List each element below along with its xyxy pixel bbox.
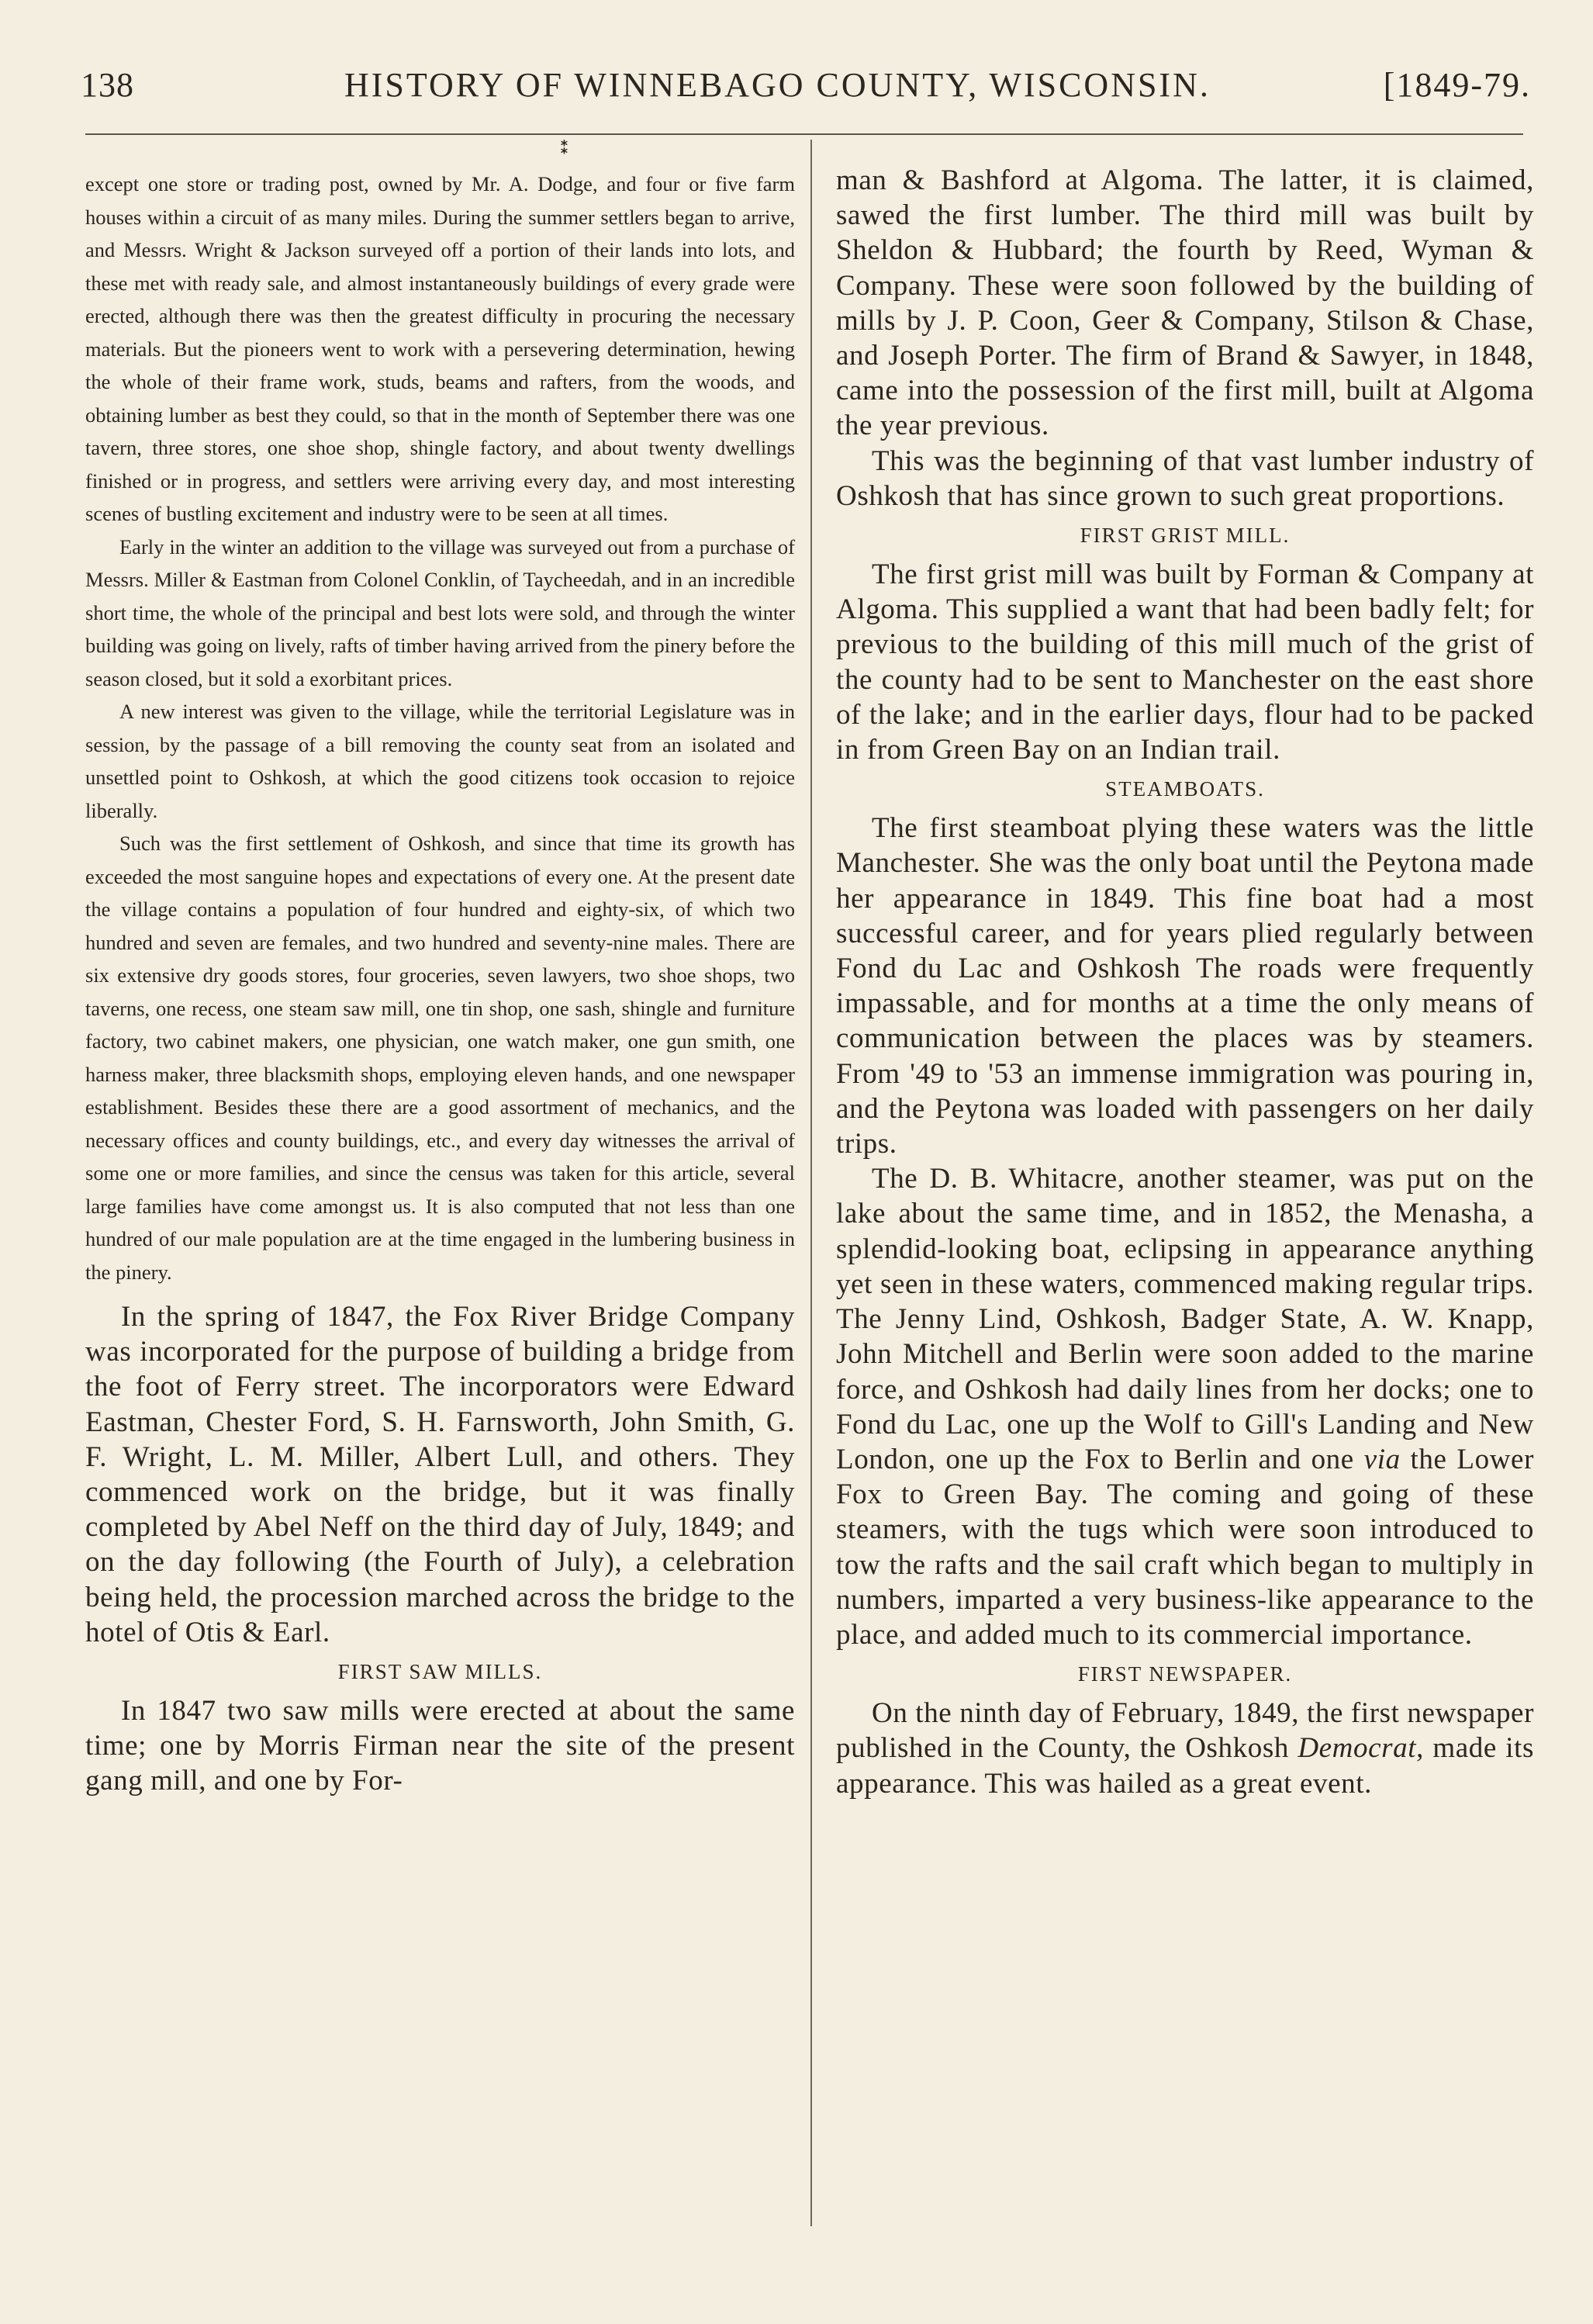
paragraph-newspaper	[836, 1696, 1534, 1801]
rule-mark: ⁑	[560, 138, 569, 157]
italic-democrat: Democrat	[1298, 1732, 1417, 1765]
heading-first-grist-mill: FIRST GRIST MILL.	[1080, 524, 1291, 548]
paragraph-bridge: In the spring of 1847, the Fox River Bridge Company was incorporated for the purpose of building a bridge from the foot of Ferry street. The incorporators were Edward Eastman, Chester Ford, S. H. Farnsworth, John Smith, G. F. Wright, L. M. Miller, Albert Lull, and others. They commenced work on the bridge, but it was finally completed by Abel Neff on the third day of July, 1849; and on the day following (the Fourth of July), a celebration being held, the procession marched across the bridge to the hotel of Otis & Earl.	[85, 1301, 795, 1648]
paragraph-mills-continued: man & Bashford at Algoma. The latter, it is claimed, sawed the first lumber. The third mill was built by Sheldon & Hubbard; the fourth by Reed, Wyman & Company. These were soon followed by the building of mills by J. P. Coon, Geer & Company, Stilson & Chase, and Joseph Porter. The firm of Brand & Sawyer, in 1848, came into the possession of the first mill, built at Algoma the year previous.	[836, 164, 1534, 442]
date-range: [1849-79.	[1383, 66, 1531, 104]
text-segment: The D. B. Whitacre, another steamer, was put on the lake about the same time, and in 1852, the Menasha, a splendid-looking boat, eclipsing in appearance anything yet seen in these waters, commenced making regular trips. The Jenny Lind, Oshkosh, Badger State, A. W. Knapp, John Mitchell and Berlin were soon added to the marine force, and Oshkosh had daily lines from her docks; one to Fond du Lac, one up the Wolf to Gill's Landing and New London, one up the Fox to Berlin and one	[836, 1163, 1534, 1475]
paragraph-addition: Early in the winter an addition to the village was surveyed out from a purchase of Messrs. Miller & Eastman from Colonel Conklin, of Taycheedah, and in an incredible short time, the whole of the principal and best lots were sold, and through the winter building was going on lively, rafts of timber having arrived from the pinery before the season closed, but it sold a exorbitant prices.	[85, 534, 795, 690]
paragraph-steamboats: The first steamboat plying these waters was the little Manchester. She was the only boat until the Peytona made her appearance in 1849. This fine boat had a most successful career, and for years plied regularly between Fond du Lac and Oshkosh The roads were frequently impassable, and for months at a time the only means of communication between the places was by steamers. From '49 to '53 an immense immigration was pouring in, and the Peytona was loaded with passengers on her daily trips.	[836, 812, 1534, 1160]
heading-first-newspaper: FIRST NEWSPAPER.	[1077, 1662, 1293, 1686]
column-divider	[810, 140, 812, 2226]
paragraph-saw-mills: In 1847 two saw mills were erected at about the same time; one by Morris Firman near the site of the present gang mill, and one by For-	[85, 1695, 795, 1797]
running-title: HISTORY OF WINNEBAGO COUNTY, WISCONSIN.	[344, 66, 1211, 104]
text-segment: On the ninth day of February, 1849, the first newspaper published in the County, the Oshkosh	[836, 1697, 1534, 1765]
paragraph-county-seat: A new interest was given to the village, while the territorial Legislature was in session, by the passage of a bill removing the county seat from an isolated and unsettled point to Oshkosh, at which the good citizens took occasion to rejoice liberally.	[85, 700, 795, 822]
right-column	[836, 163, 1534, 1801]
paragraph-settlement: Such was the first settlement of Oshkosh, and since that time its growth has exceeded the most sanguine hopes and expectations of every one. At the present date the village contains a population of four hundred and eighty-six, of which two hundred and seven are females, and two hundred and seventy-nine males. There are six extensive dry goods stores, four groceries, seven lawyers, two shoe shops, two taverns, one recess, one steam saw mill, one tin shop, one sash, shingle and furniture factory, two cabinet makers, one physician, one watch maker, one gun smith, one harness maker, three blacksmith shops, employing eleven hands, and one newspaper establishment. Besides these there are a good assortment of mechanics, and the necessary offices and county buildings, etc., and every day witnesses the arrival of some one or more families, and since the census was taken for this article, several large families have come amongst us. It is also computed that not less than one hundred of our male population are at the time engaged in the lumbering business in the pinery.	[85, 832, 795, 1284]
paragraph-lumber-industry: This was the beginning of that vast lumber industry of Oshkosh that has since grown to such great proportions.	[836, 444, 1534, 512]
header-rule	[85, 133, 1523, 135]
heading-steamboats: STEAMBOATS.	[1105, 777, 1265, 801]
paragraph-grist-mill: The first grist mill was built by Forman & Company at Algoma. This supplied a want that had been badly felt; for previous to the building of this mill much of the grist of the county had to be sent to Manchester on the east shore of the lake; and in the earlier days, flour had to be packed in from Green Bay on an Indian trail.	[836, 559, 1534, 766]
text-segment: the Lower Fox to Green Bay. The coming and going of these steamers, with the tugs which were soon introduced to tow the rafts and the sail craft which began to multiply in numbers, imparted a very business-like appearance to the place, and added much to its commercial importance.	[836, 1443, 1534, 1651]
heading-first-saw-mills: FIRST SAW MILLS.	[337, 1660, 543, 1684]
paragraph-whitacre	[836, 1161, 1534, 1652]
text-segment: , made its appearance. This was hailed as a great event.	[836, 1732, 1534, 1800]
page-number: 138	[81, 66, 134, 104]
page-header	[81, 65, 1539, 115]
paragraph-settlers: except one store or trading post, owned by Mr. A. Dodge, and four or five farm houses within a circuit of as many miles. During the summer settlers began to arrive, and Messrs. Wright & Jackson surveyed off a portion of their lands into lots, and these met with ready sale, and almost instantaneously buildings of every grade were erected, although there was then the greatest difficulty in procuring the necessary materials. But the pioneers went to work with a persevering determination, hewing the whole of their frame work, studs, beams and rafters, from the woods, and obtaining lumber as best they could, so that in the month of September there was one tavern, three stores, one shoe shop, shingle factory, and about twenty dwellings finished or in progress, and settlers were arriving every day, and most interesting scenes of bustling excitement and industry were to be seen at all times.	[85, 172, 795, 525]
italic-via: via	[1363, 1443, 1401, 1475]
left-column	[85, 168, 795, 1799]
